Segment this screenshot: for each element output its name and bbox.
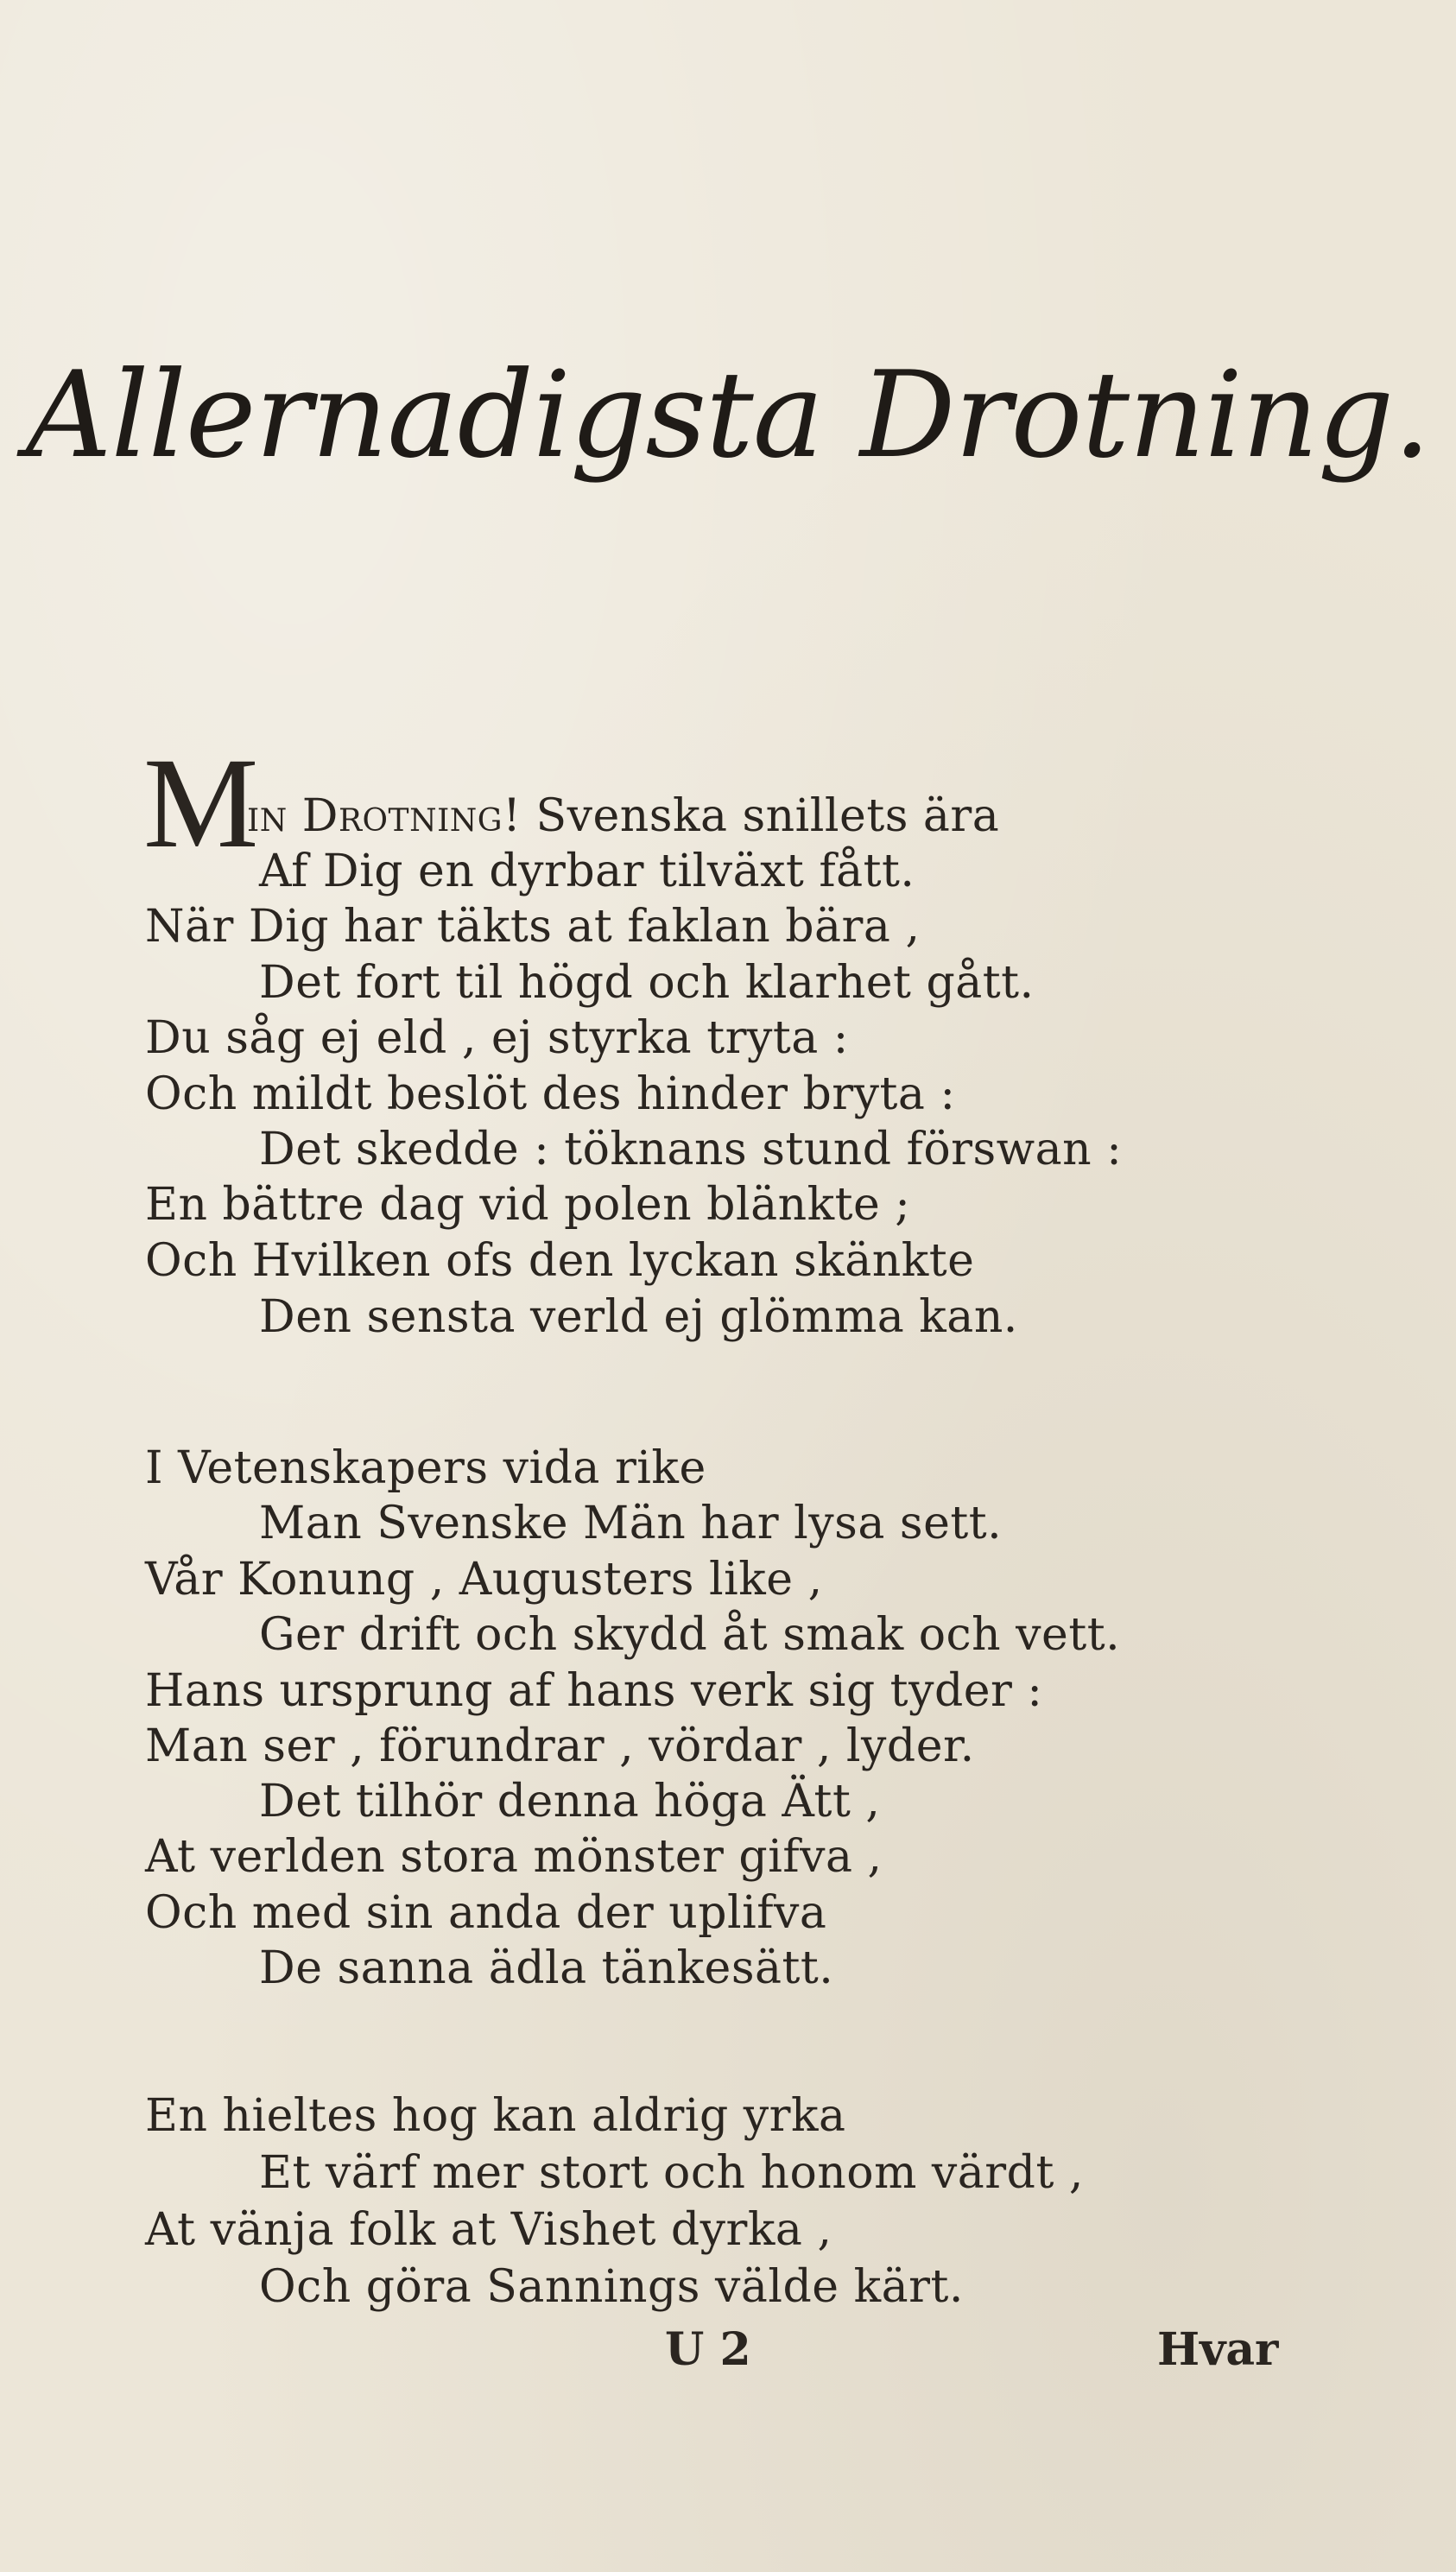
stanza-1-line-2: Af Dig en dyrbar tilväxt fått. [259, 846, 915, 897]
first-line-rest: ! Svenska snillets ära [503, 790, 1000, 842]
stanza-1-line-4: Det fort til högd och klarhet gått. [259, 957, 1035, 1009]
drop-cap: M [143, 732, 259, 875]
stanza-3-line-4: Och göra Sannings välde kärt. [259, 2261, 964, 2313]
stanza-2-line-5: Hans ursprung af hans verk sig tyder : [145, 1665, 1043, 1717]
stanza-2-line-2: Man Svenske Män har lysa sett. [259, 1498, 1003, 1549]
stanza-2-line-6: Man ser , förundrar , vördar , lyder. [145, 1720, 975, 1772]
stanza-2-line-1: I Vetenskapers vida rike [145, 1442, 706, 1494]
stanza-3-line-2: Et värf mer stort och honom värdt , [259, 2147, 1084, 2199]
stanza-1-line-8: En bättre dag vid polen blänkte ; [145, 1179, 911, 1231]
page-title: Allernadigsta Drotning. [25, 345, 1431, 485]
first-line-text [247, 790, 999, 842]
stanza-1-line-7: Det skedde : töknans stund förswan : [259, 1124, 1123, 1175]
stanza-1-line-9: Och Hvilken ofs den lyckan skänkte [145, 1235, 975, 1287]
stanza-1-line-10: Den sensta verld ej glömma kan. [259, 1291, 1018, 1343]
stanza-2-line-3: Vår Konung , Augusters like , [145, 1554, 823, 1606]
stanza-2-line-10: De sanna ädla tänkesätt. [259, 1942, 834, 1994]
first-line-smallcaps: in Drotning [247, 790, 503, 842]
stanza-1-line-3: När Dig har täkts at faklan bära , [145, 901, 921, 953]
catchword: Hvar [1157, 2323, 1279, 2376]
stanza-2-line-8: At verlden stora mönster gifva , [145, 1831, 883, 1883]
stanza-1-line-6: Och mildt beslöt des hinder bryta : [145, 1068, 956, 1120]
stanza-2-line-9: Och med sin anda der uplifva [145, 1887, 827, 1939]
stanza-1-line-5: Du såg ej eld , ej styrka tryta : [145, 1012, 849, 1064]
stanza-3-line-1: En hieltes hog kan aldrig yrka [145, 2090, 846, 2142]
stanza-2-line-7: Det tilhör denna höga Ätt , [259, 1776, 881, 1828]
signature-mark: U 2 [665, 2323, 751, 2376]
stanza-3-line-3: At vänja folk at Vishet dyrka , [145, 2204, 832, 2256]
stanza-2-line-4: Ger drift och skydd åt smak och vett. [259, 1609, 1121, 1661]
